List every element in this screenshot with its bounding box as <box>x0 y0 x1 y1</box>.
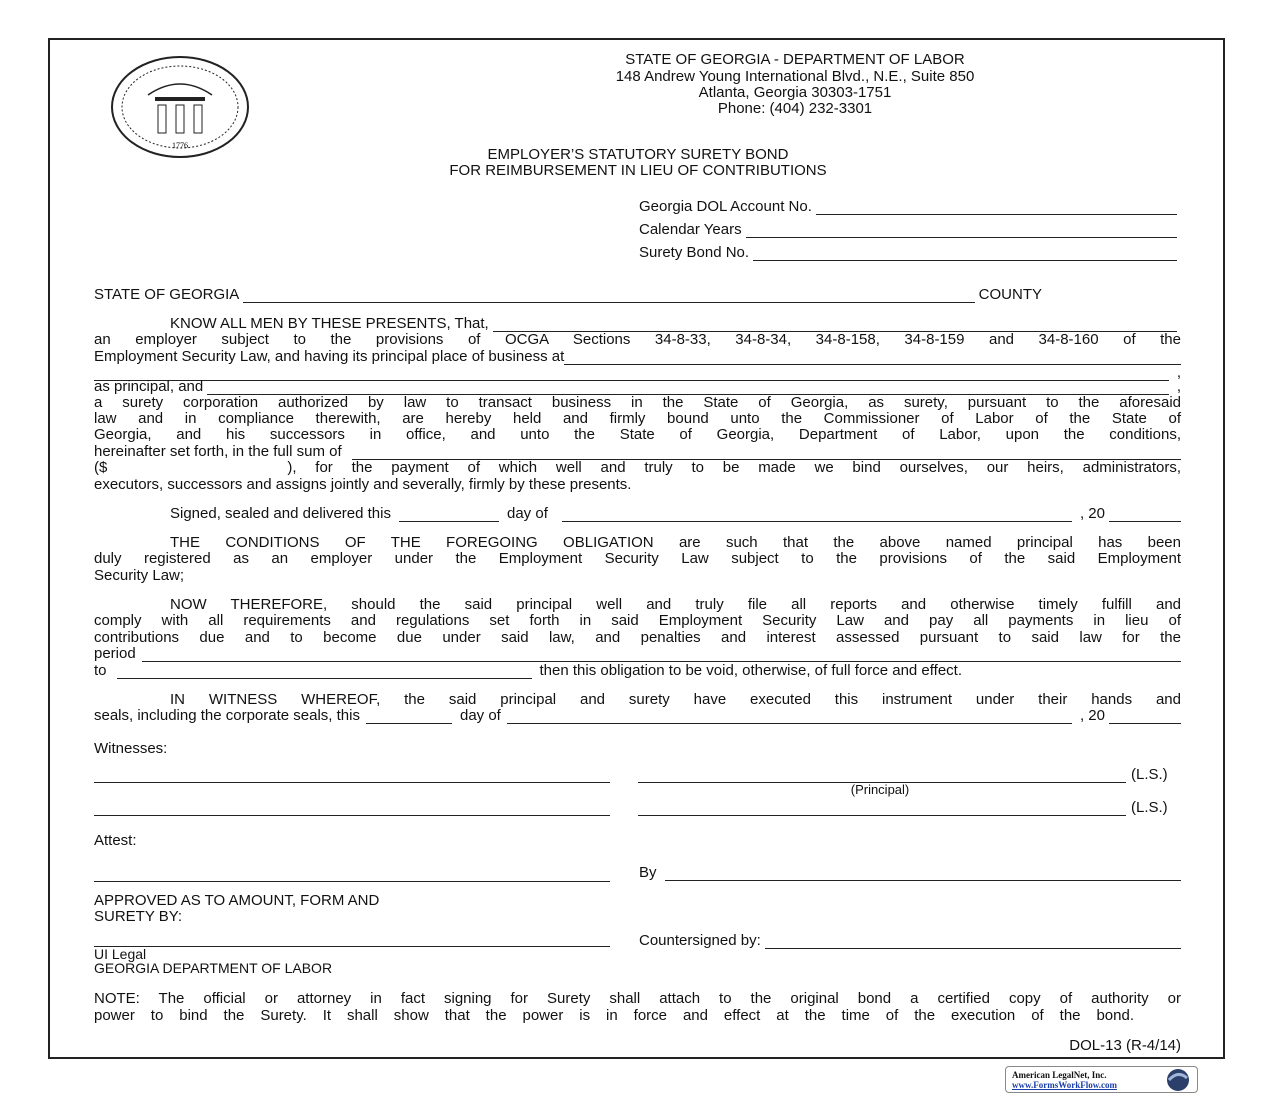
approved-label-1: APPROVED AS TO AMOUNT, FORM AND <box>94 892 380 909</box>
account-no-field[interactable] <box>639 198 1181 215</box>
year-label: , 20 <box>1079 505 1105 522</box>
principal-name-line[interactable] <box>493 318 1177 332</box>
countersigned-label: Countersigned by: <box>639 932 761 949</box>
calendar-years-field[interactable] <box>639 221 1181 238</box>
signed-day-line[interactable] <box>399 508 499 522</box>
p3-line5: then this obligation to be void, otherwise, of full force and effect. <box>539 662 962 679</box>
p1-line10: ), for the payment of which well and truly to be made we bind ourselves, our heirs, administrators, <box>287 459 1181 476</box>
comma: , <box>1176 378 1181 395</box>
witness-year-line[interactable] <box>1109 710 1181 724</box>
sum-words-line[interactable] <box>352 446 1181 460</box>
attest-label: Attest: <box>94 832 137 849</box>
gdol-label: GEORGIA DEPARTMENT OF LABOR <box>94 960 333 976</box>
ls-label: (L.S.) <box>1131 766 1168 783</box>
principal-name-field[interactable] <box>94 315 1181 332</box>
agency-name: STATE OF GEORGIA - DEPARTMENT OF LABOR <box>625 51 965 68</box>
bond-no-label: Surety Bond No. <box>639 244 750 261</box>
to-label: to <box>94 662 107 679</box>
p2-line3: Security Law; <box>94 567 185 584</box>
witnesses-label: Witnesses: <box>94 740 168 757</box>
p1-line3: Employment Security Law, and having its principal place of business at <box>94 348 565 365</box>
calendar-years-line[interactable] <box>746 224 1177 238</box>
day-of-label: day of <box>459 707 501 724</box>
witness-day-line[interactable] <box>366 710 452 724</box>
georgia-seal-logo <box>110 55 250 160</box>
surety-signature-line[interactable] <box>638 815 1126 816</box>
form-title-1: EMPLOYER’S STATUTORY SURETY BOND <box>487 146 789 163</box>
p4-line2: seals, including the corporate seals, this <box>94 707 360 724</box>
p1-line9: hereinafter set forth, in the full sum of <box>94 443 342 460</box>
bond-no-line[interactable] <box>753 247 1177 261</box>
p1-line5: as principal, and <box>94 378 204 395</box>
p1-line11: executors, successors and assigns jointly and severally, firmly by these presents. <box>94 476 632 493</box>
p1-line2: an employer subject to the provisions of OCGA Sections 34-8-33, 34-8-34, 34-8-158, 34-8-159 and 34-8-160 of the <box>94 331 1181 348</box>
calendar-years-label: Calendar Years <box>639 221 742 238</box>
svg-text:1776: 1776 <box>172 141 188 150</box>
account-no-line[interactable] <box>816 201 1177 215</box>
county-label: COUNTY <box>978 286 1042 303</box>
county-field[interactable] <box>94 286 1042 303</box>
surety-name-line[interactable] <box>207 381 1169 395</box>
p1-line7: law and in compliance therewith, are hereby held and firmly bound unto the Commissioner of Labor of the State of <box>94 410 1181 427</box>
witness-1-line[interactable] <box>94 782 610 783</box>
logo-url[interactable]: www.FormsWorkFlow.com <box>1012 1080 1117 1090</box>
logo-company: American LegalNet, Inc. <box>1012 1070 1107 1080</box>
bond-no-field[interactable] <box>639 244 1181 261</box>
note-line2: power to bind the Surety. It shall show that the power is in force and effect at the time of the execution of the bond. <box>94 1007 1134 1024</box>
form-id: DOL-13 (R-4/14) <box>1069 1037 1181 1054</box>
agency-address-2: Atlanta, Georgia 30303-1751 <box>698 84 892 101</box>
day-of-label: day of <box>507 505 548 522</box>
attest-line[interactable] <box>94 881 610 882</box>
agency-address-1: 148 Andrew Young International Blvd., N.E., Suite 850 <box>615 68 975 85</box>
state-label: STATE OF GEORGIA <box>94 286 240 303</box>
globe-icon <box>1163 1068 1193 1092</box>
p4-line1: IN WITNESS WHEREOF, the said principal and surety have executed this instrument under their hands and <box>170 691 1181 708</box>
p1-line8: Georgia, and his successors in office, and unto the State of Georgia, Department of Labor, upon the conditions, <box>94 426 1181 443</box>
year-label: , 20 <box>1079 707 1105 724</box>
period-to-line[interactable] <box>117 665 532 679</box>
signed-month-line[interactable] <box>562 508 1072 522</box>
account-no-label: Georgia DOL Account No. <box>639 198 812 215</box>
note-line1: NOTE: The official or attorney in fact signing for Surety shall attach to the original bond a certified copy of authority or <box>94 990 1181 1007</box>
p1-dollar: ($ <box>94 459 108 476</box>
p3-line3: contributions due and to become due under said law, and penalties and interest assessed pursuant to said law for the <box>94 629 1181 646</box>
signed-label: Signed, sealed and delivered this <box>170 505 391 522</box>
american-legalnet-logo[interactable] <box>1005 1066 1198 1093</box>
signed-year-line[interactable] <box>1109 508 1181 522</box>
p3-line2: comply with all requirements and regulations set forth in said Employment Security Law and pay all payments in lieu of <box>94 612 1181 629</box>
period-label: period <box>94 645 136 662</box>
witness-month-line[interactable] <box>507 710 1072 724</box>
approved-label-2: SURETY BY: <box>94 908 183 925</box>
p3-line1: NOW THEREFORE, should the said principal well and truly file all reports and otherwise timely fulfill and <box>170 596 1181 613</box>
p2-line1: THE CONDITIONS OF THE FOREGOING OBLIGATION are such that the above named principal has been <box>170 534 1181 551</box>
p1-line1: KNOW ALL MEN BY THESE PRESENTS, That, <box>170 315 489 332</box>
principal-label: (Principal) <box>850 782 910 797</box>
period-from-line[interactable] <box>142 648 1181 662</box>
business-address-line[interactable] <box>564 351 1181 365</box>
p2-line2: duly registered as an employer under the Employment Security Law subject to the provisions of the said Employment <box>94 550 1181 567</box>
by-label: By <box>639 864 657 881</box>
county-line[interactable] <box>243 289 974 303</box>
form-title-2: FOR REIMBURSEMENT IN LIEU OF CONTRIBUTIONS <box>449 162 827 179</box>
comma: , <box>1176 364 1181 381</box>
ui-legal-label: UI Legal <box>94 946 147 962</box>
agency-phone: Phone: (404) 232-3301 <box>717 100 873 117</box>
ls-label: (L.S.) <box>1131 799 1168 816</box>
p1-line6: a surety corporation authorized by law to transact business in the State of Georgia, as surety, pursuant to the aforesaid <box>94 394 1181 411</box>
by-signature-line[interactable] <box>665 867 1181 881</box>
witness-2-line[interactable] <box>94 815 610 816</box>
